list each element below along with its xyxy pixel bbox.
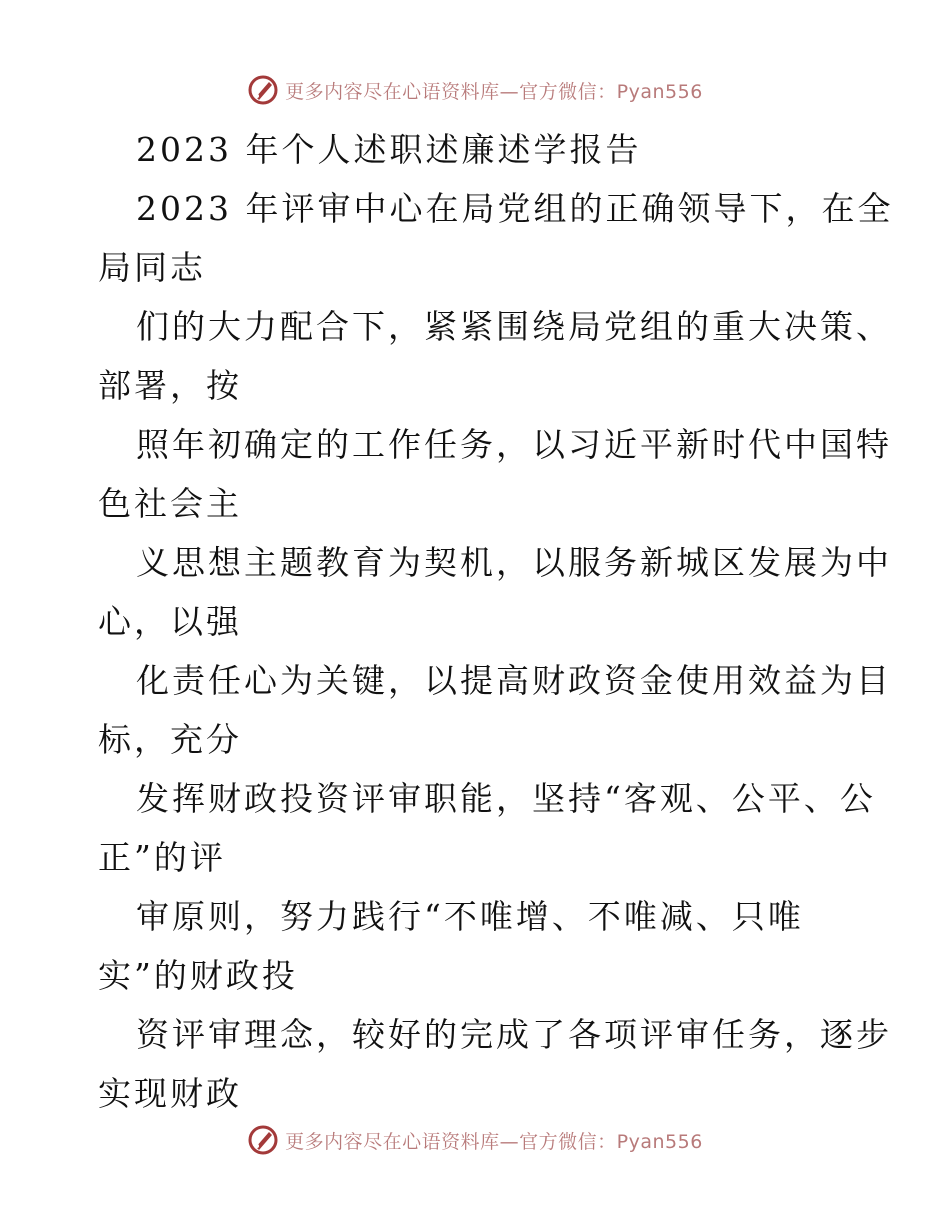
- text-line: 局同志: [98, 248, 206, 287]
- watermark-text: 更多内容尽在心语资料库—官方微信：Pyan556: [285, 1130, 703, 1153]
- text-line: 照年初确定的工作任务，以习近平新时代中国特: [136, 425, 892, 464]
- watermark-banner-top: [0, 70, 950, 110]
- text-line: 2023 年评审中心在局党组的正确领导下，在全: [136, 189, 894, 228]
- pen-logo-icon: [247, 1124, 279, 1156]
- watermark-banner-bottom: [0, 1120, 950, 1160]
- text-line: 心，以强: [98, 602, 242, 641]
- watermark-text: 更多内容尽在心语资料库—官方微信：Pyan556: [285, 80, 703, 103]
- text-line: 标，充分: [98, 720, 242, 759]
- text-line: 审原则，努力践行“不唯增、不唯减、只唯: [136, 897, 804, 936]
- document-title: 2023 年个人述职述廉述学报告: [136, 130, 642, 169]
- text-line: 部署，按: [98, 366, 242, 405]
- text-line: 义思想主题教育为契机，以服务新城区发展为中: [136, 543, 892, 582]
- pen-logo-icon: [247, 74, 279, 106]
- text-line: 色社会主: [98, 484, 242, 523]
- text-line: 正”的评: [98, 838, 226, 877]
- text-line: 们的大力配合下，紧紧围绕局党组的重大决策、: [136, 307, 892, 346]
- text-line: 实”的财政投: [98, 956, 298, 995]
- document-body: [98, 120, 894, 1123]
- text-line: 资评审理念，较好的完成了各项评审任务，逐步: [136, 1015, 892, 1054]
- text-line: 化责任心为关键，以提高财政资金使用效益为目: [136, 661, 892, 700]
- text-line: 发挥财政投资评审职能，坚持“客观、公平、公: [136, 779, 876, 818]
- text-line: 实现财政: [98, 1074, 242, 1113]
